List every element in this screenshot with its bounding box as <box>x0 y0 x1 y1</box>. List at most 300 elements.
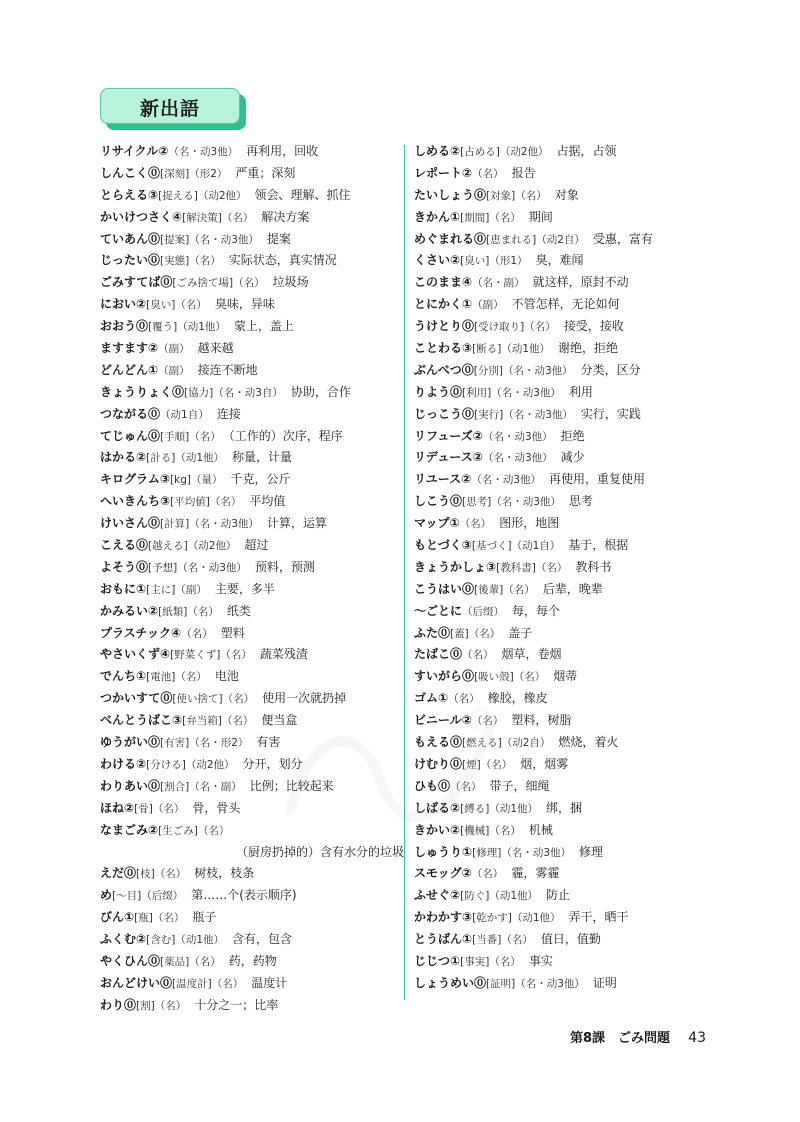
vocab-grammar: [枝]（名） <box>136 868 187 881</box>
vocab-grammar: [kg]（量） <box>170 474 223 487</box>
vocab-word: ゴム① <box>414 691 449 706</box>
vocab-word: ごみすてば⓪ <box>100 275 173 290</box>
vocab-entry <box>414 250 714 272</box>
vocab-grammar: [修理]（名・动3他） <box>472 846 572 859</box>
vocab-grammar: [紙類]（名） <box>158 605 219 618</box>
vocab-meaning: 解决方案 <box>261 209 310 224</box>
vocab-word: リデュース② <box>414 450 483 465</box>
vocab-grammar: [蓋]（名） <box>450 627 501 640</box>
vocab-grammar: [証明]（名・动3他） <box>486 977 585 990</box>
vocab-word: ゆうがい⓪ <box>100 735 161 750</box>
vocab-word: ひも⓪ <box>414 778 451 793</box>
vocab-word: くさい② <box>414 253 461 268</box>
vocab-grammar: （名・动3他） <box>482 430 553 443</box>
vocab-entry <box>414 623 714 645</box>
vocab-entry <box>100 929 400 951</box>
vocab-grammar: （名） <box>471 715 504 728</box>
vocab-meaning: 称量，计量 <box>232 450 293 465</box>
vocab-meaning: 不管怎样，无论如何 <box>511 297 620 312</box>
vocab-grammar: （名） <box>462 649 494 662</box>
vocab-grammar: （副） <box>158 364 190 377</box>
vocab-word: たばこ⓪ <box>414 647 463 662</box>
vocab-meaning: 便当盒 <box>261 713 298 728</box>
vocab-meaning: 比例；比较起来 <box>249 778 334 793</box>
vocab-meaning: 受惠，富有 <box>592 231 653 246</box>
vocab-meaning: 连接 <box>216 406 241 421</box>
vocab-entry <box>100 513 400 535</box>
vocab-grammar: [臭い]（形1） <box>460 255 528 268</box>
vocab-entry <box>100 557 400 579</box>
vocab-entry <box>414 404 714 426</box>
vocab-grammar: [思考]（名・动3他） <box>462 496 561 509</box>
vocab-grammar: （名・动3他） <box>471 474 542 487</box>
vocab-word: わける② <box>100 756 147 771</box>
vocab-word: ビニール② <box>414 713 472 728</box>
vocab-meaning: 证明 <box>592 975 617 990</box>
vocab-entry <box>100 973 400 995</box>
vocab-word: こえる⓪ <box>100 538 149 553</box>
vocab-meaning: 预料，预测 <box>254 559 315 574</box>
vocab-meaning: 第……个(表示顺序) <box>191 888 297 903</box>
vocab-entry <box>414 951 714 973</box>
vocab-entry <box>414 513 714 535</box>
vocab-entry <box>100 842 405 864</box>
vocab-entry <box>414 535 714 557</box>
vocab-meaning: 橡胶，橡皮 <box>487 691 548 706</box>
vocab-grammar: [乾かす]（动1他） <box>472 912 561 925</box>
vocab-grammar: [弁当箱]（名） <box>182 715 254 728</box>
vocab-grammar: [防ぐ]（动1他） <box>460 890 539 903</box>
vocab-grammar: [縛る]（动1他） <box>460 802 539 815</box>
vocab-meaning: 臭，难闻 <box>535 253 584 268</box>
vocab-word: キログラム③ <box>100 472 171 487</box>
page-footer <box>570 1027 706 1046</box>
vocab-grammar: [占める]（动2他） <box>460 146 549 158</box>
vocab-word: おんどけい⓪ <box>100 975 173 990</box>
vocab-entry <box>414 907 714 929</box>
vocab-word: リフューズ② <box>414 428 483 443</box>
vocab-entry <box>100 995 400 1017</box>
vocab-meaning: 实行，实践 <box>580 406 641 421</box>
vocab-meaning: 领会、理解、抓住 <box>254 187 351 202</box>
vocab-grammar: [臭い]（名） <box>146 299 207 312</box>
vocab-meaning: 基于，根据 <box>568 538 629 553</box>
vocab-meaning: 图形，地图 <box>499 516 560 531</box>
vocab-grammar: [教科書]（名） <box>496 561 568 574</box>
vocab-meaning: 教科书 <box>575 559 612 574</box>
vocab-meaning: 骨，骨头 <box>192 800 241 815</box>
vocab-grammar: [使い捨て]（名） <box>172 693 255 706</box>
vocab-word: じっこう⓪ <box>414 406 475 421</box>
vocab-word: おもに① <box>100 581 147 596</box>
vocab-meaning: 弄干，晒干 <box>568 910 629 925</box>
vocab-grammar: [恵まれる]（动2自） <box>486 233 585 246</box>
vocab-word: てじゅん⓪ <box>100 428 161 443</box>
vocab-word: めぐまれる⓪ <box>414 231 487 246</box>
vocab-entry <box>100 601 400 623</box>
vocab-grammar: （名） <box>448 693 480 706</box>
vocab-entry <box>100 907 400 929</box>
vocab-grammar: [ごみ捨て場]（名） <box>172 277 265 290</box>
vocab-word: なまごみ② <box>100 822 159 837</box>
vocab-column-left <box>100 141 405 1017</box>
vocab-grammar: [割合]（名・副） <box>160 780 242 793</box>
vocab-entry <box>414 229 714 251</box>
vocab-grammar: [越える]（动2他） <box>148 540 237 553</box>
vocab-entry <box>414 382 714 404</box>
vocab-meaning: 严重；深刻 <box>235 165 296 180</box>
vocab-entry <box>414 447 714 469</box>
vocab-grammar: （名・动3他） <box>168 146 239 158</box>
vocab-grammar: [事実]（名） <box>460 955 521 968</box>
vocab-column-right <box>414 141 714 995</box>
vocab-meaning: 每，每个 <box>512 603 561 618</box>
vocab-grammar: （名） <box>459 518 492 531</box>
vocab-meaning: 树枝，枝条 <box>194 866 255 881</box>
vocab-meaning: 含有，包含 <box>232 932 293 947</box>
vocab-entry <box>414 973 714 995</box>
vocab-word: じったい⓪ <box>100 253 161 268</box>
vocab-grammar: [深刻]（形2） <box>160 167 228 180</box>
vocab-word: マップ① <box>414 516 460 531</box>
vocab-meaning: 蒙上，盖上 <box>233 319 294 334</box>
vocab-word: こうはい⓪ <box>414 581 475 596</box>
vocab-grammar: [野菜くず]（名） <box>170 649 252 662</box>
vocab-entry <box>414 601 714 623</box>
vocab-word: プラスチック④ <box>100 625 182 640</box>
vocab-meaning: 修理 <box>579 844 604 859</box>
vocab-entry <box>100 185 400 207</box>
vocab-grammar: （名） <box>472 167 504 180</box>
vocab-entry <box>100 294 400 316</box>
vocab-grammar: [受け取り]（名） <box>474 321 556 334</box>
vocab-meaning: 提案 <box>266 231 291 246</box>
vocab-meaning: 实际状态，真实情况 <box>228 253 337 268</box>
vocab-word: ふた⓪ <box>414 625 451 640</box>
vocab-entry <box>414 491 714 513</box>
vocab-entry <box>100 207 400 229</box>
vocab-grammar: [含む]（动1他） <box>146 934 225 947</box>
vocab-entry <box>414 929 714 951</box>
vocab-entry <box>414 863 714 885</box>
vocab-word: どんどん① <box>100 362 159 377</box>
vocab-grammar: [手順]（名） <box>160 430 221 443</box>
vocab-grammar: （名） <box>450 780 482 793</box>
vocab-entry <box>414 294 714 316</box>
vocab-meaning: 使用一次就扔掉 <box>262 691 347 706</box>
vocab-word: しめる② <box>414 144 461 158</box>
vocab-word: レポート② <box>414 165 473 180</box>
vocab-entry <box>414 469 714 491</box>
vocab-meaning: 报告 <box>511 165 536 180</box>
vocab-entry <box>100 469 400 491</box>
vocab-entry <box>414 579 714 601</box>
vocab-word: わり⓪ <box>100 997 137 1012</box>
vocab-grammar: [対象]（名） <box>486 189 547 202</box>
vocab-entry <box>414 644 714 666</box>
vocab-meaning: 盖子 <box>508 625 533 640</box>
vocab-meaning: 减少 <box>560 450 585 465</box>
vocab-meaning: 塑料 <box>220 625 245 640</box>
vocab-meaning: 主要，多半 <box>214 581 275 596</box>
vocab-meaning: 分类，区分 <box>580 362 641 377</box>
vocab-word: やさいくず④ <box>100 647 171 662</box>
vocab-meaning: 拒绝 <box>560 428 585 443</box>
vocab-grammar: [期間]（名） <box>460 211 521 224</box>
vocab-word: ますます② <box>100 341 159 356</box>
vocab-word: すいがら⓪ <box>414 669 475 684</box>
vocab-entry <box>100 863 400 885</box>
vocab-meaning: 再利用，回收 <box>246 144 319 158</box>
vocab-entry <box>414 842 714 864</box>
vocab-word: やくひん⓪ <box>100 953 161 968</box>
vocab-word: もとづく③ <box>414 538 472 553</box>
vocab-meaning: 电池 <box>214 669 239 684</box>
vocab-word: でんち① <box>100 669 147 684</box>
vocab-grammar: （副） <box>472 299 504 312</box>
vocab-entry <box>414 316 714 338</box>
vocab-meaning: 纸类 <box>226 603 251 618</box>
vocab-word: とにかく① <box>414 297 473 312</box>
vocab-meaning: 值日，值勤 <box>540 932 601 947</box>
vocab-word: わりあい⓪ <box>100 778 161 793</box>
vocab-grammar: [基づく]（动1自） <box>471 540 561 553</box>
vocab-meaning: 计算，运算 <box>266 516 327 531</box>
vocab-grammar: [後輩]（名） <box>474 583 535 596</box>
vocab-entry <box>100 666 400 688</box>
vocab-grammar: [主に]（副） <box>146 583 207 596</box>
vocab-word: きょうかしょ③ <box>414 559 497 574</box>
vocab-meaning: 超过 <box>244 538 269 553</box>
vocab-meaning: 占据，占领 <box>556 144 617 158</box>
vocab-entry <box>100 163 400 185</box>
vocab-meaning: 垃圾场 <box>272 275 309 290</box>
vocab-word: め <box>100 888 113 903</box>
vocab-grammar: （后缀） <box>462 605 505 618</box>
vocab-entry <box>414 557 714 579</box>
vocab-word: とらえる③ <box>100 187 159 202</box>
vocab-word: じじつ① <box>414 953 461 968</box>
vocab-word: ふくむ② <box>100 932 147 947</box>
section-title-box <box>100 88 240 124</box>
vocab-word: つながる⓪ <box>100 406 161 421</box>
vocab-grammar: [燃える]（动2自） <box>462 737 551 750</box>
vocab-grammar: [分ける]（动2他） <box>146 758 235 771</box>
vocab-word: きょうりょく⓪ <box>100 384 185 399</box>
vocab-grammar: （名） <box>471 868 504 881</box>
vocab-meaning: 有害 <box>256 735 281 750</box>
vocab-grammar: [温度計]（名） <box>172 977 244 990</box>
vocab-word: しこう⓪ <box>414 494 463 509</box>
vocab-grammar: [割]（名） <box>136 999 187 1012</box>
vocab-word: しょうめい⓪ <box>414 975 487 990</box>
vocab-meaning: 就这样，原封不动 <box>532 275 629 290</box>
vocab-grammar: （名） <box>181 627 213 640</box>
vocab-word: ていあん⓪ <box>100 231 161 246</box>
vocab-grammar: （动1自） <box>160 408 209 421</box>
vocab-word: はかる② <box>100 450 147 465</box>
vocab-word: ふせぐ② <box>414 888 461 903</box>
vocab-meaning: 机械 <box>528 822 553 837</box>
vocab-entry <box>414 360 714 382</box>
vocab-entry <box>100 360 400 382</box>
vocab-meaning: 接连不断地 <box>197 362 258 377</box>
vocab-meaning: 蔬菜残渣 <box>259 647 308 662</box>
vocab-grammar: [生ごみ]（名） <box>158 824 230 837</box>
vocab-grammar: [有害]（名・形2） <box>160 737 249 750</box>
vocab-grammar: [平均値]（名） <box>170 496 242 509</box>
chapter-title: 第8課 ごみ問題 <box>569 1031 671 1046</box>
vocab-meaning: 药，药物 <box>228 953 277 968</box>
vocab-grammar: [電池]（名） <box>146 671 207 684</box>
vocab-word: とうばん① <box>414 932 473 947</box>
vocab-entry <box>100 644 400 666</box>
vocab-word: きかん① <box>414 209 461 224</box>
vocab-entry <box>100 623 400 645</box>
vocab-word: へいきんち③ <box>100 494 171 509</box>
vocab-meaning: 温度计 <box>251 975 288 990</box>
vocab-meaning: 烟蒂 <box>553 669 578 684</box>
vocab-entry <box>414 185 714 207</box>
vocab-meaning: 防止 <box>546 888 571 903</box>
vocab-entry <box>100 272 400 294</box>
vocab-grammar: [予想]（名・动3他） <box>148 561 247 574</box>
vocab-meaning: （工作的）次序，程序 <box>228 428 343 443</box>
vocab-entry <box>414 338 714 360</box>
vocab-entry <box>100 426 400 448</box>
vocab-entry <box>414 163 714 185</box>
vocab-meaning: 利用 <box>568 384 593 399</box>
vocab-grammar: （副） <box>158 343 190 356</box>
vocab-word: かわかす③ <box>414 910 473 925</box>
vocab-grammar: [捉える]（动2他） <box>158 189 247 202</box>
vocab-grammar: [覆う]（动1他） <box>148 321 226 334</box>
vocab-grammar: [提案]（名・动3他） <box>160 233 259 246</box>
vocab-meaning: 协助，合作 <box>290 384 351 399</box>
vocab-grammar: [薬品]（名） <box>160 955 221 968</box>
vocab-grammar: [骨]（名） <box>134 802 185 815</box>
vocab-grammar: [解決策]（名） <box>182 211 254 224</box>
section-title: 新出語 <box>139 98 200 120</box>
vocab-word: よそう⓪ <box>100 559 149 574</box>
vocab-word: しゅうり① <box>414 844 473 859</box>
vocab-grammar: （名・副） <box>472 277 525 290</box>
vocab-meaning: 霾，雾霾 <box>511 866 560 881</box>
vocab-word: リサイクル② <box>100 144 169 158</box>
vocab-entry <box>100 316 400 338</box>
vocab-entry <box>100 491 400 513</box>
vocab-entry <box>414 272 714 294</box>
vocab-grammar: [協力]（名・动3自） <box>184 386 283 399</box>
vocab-word: ことわる③ <box>414 341 473 356</box>
vocab-grammar: [煙]（名） <box>462 758 513 771</box>
vocab-meaning: 千克，公斤 <box>230 472 291 487</box>
vocab-word: スモッグ② <box>414 866 472 881</box>
vocab-word: かいけつさく④ <box>100 209 183 224</box>
vocab-meaning: 后辈，晚辈 <box>542 581 603 596</box>
vocab-meaning: 平均值 <box>249 494 286 509</box>
vocab-word: しばる② <box>414 800 461 815</box>
vocab-meaning: （厨房扔掉的）含有水分的垃圾 <box>236 844 405 859</box>
vocab-word: リユース② <box>414 472 472 487</box>
vocab-word: けむり⓪ <box>414 756 463 771</box>
vocab-entry <box>100 579 400 601</box>
vocab-meaning: 臭味，异味 <box>214 297 275 312</box>
vocab-grammar: [計算]（名・动3他） <box>160 518 259 531</box>
vocab-word: つかいすて⓪ <box>100 691 173 706</box>
vocab-entry <box>414 426 714 448</box>
vocab-word: えだ⓪ <box>100 866 137 881</box>
vocab-entry <box>100 447 400 469</box>
vocab-word: たいしょう⓪ <box>414 187 487 202</box>
vocab-word: もえる⓪ <box>414 735 463 750</box>
vocab-entry <box>100 338 400 360</box>
vocab-entry <box>100 250 400 272</box>
vocab-word: おおう⓪ <box>100 319 149 334</box>
vocab-word: きかい② <box>414 822 461 837</box>
vocab-meaning: 谢绝，拒绝 <box>558 341 619 356</box>
watermark-logo <box>270 690 513 840</box>
vocab-meaning: 烟，烟雾 <box>520 756 569 771</box>
vocab-grammar: [～目]（后缀） <box>112 890 184 903</box>
vocab-entry <box>100 141 400 163</box>
vocab-word: このまま④ <box>414 275 473 290</box>
vocab-word: けいさん⓪ <box>100 516 161 531</box>
vocab-entry <box>414 141 714 163</box>
vocab-meaning: 烟草，卷烟 <box>501 647 562 662</box>
vocab-grammar: [吸い殻]（名） <box>474 671 546 684</box>
vocab-meaning: 十分之一；比率 <box>194 997 279 1012</box>
vocab-entry <box>100 404 400 426</box>
vocab-grammar: [断る]（动1他） <box>472 343 551 356</box>
vocab-meaning: 事实 <box>528 953 553 968</box>
vocab-meaning: 对象 <box>554 187 579 202</box>
vocab-entry <box>414 666 714 688</box>
vocab-grammar: （名・动3他） <box>482 452 553 465</box>
vocab-meaning: 塑料，树脂 <box>511 713 572 728</box>
vocab-meaning: 思考 <box>568 494 593 509</box>
vocab-meaning: 燃烧，着火 <box>558 735 619 750</box>
column-divider <box>404 145 405 1000</box>
vocab-grammar: [当番]（名） <box>472 934 533 947</box>
vocab-meaning: 瓶子 <box>192 910 217 925</box>
vocab-meaning: 接受，接收 <box>563 319 624 334</box>
vocab-meaning: 期间 <box>528 209 553 224</box>
vocab-meaning: 带子，细绳 <box>489 778 550 793</box>
vocab-grammar: [利用]（名・动3他） <box>462 386 561 399</box>
vocab-word: ～ごとに <box>414 603 463 618</box>
vocab-entry <box>414 207 714 229</box>
vocab-grammar: [瓶]（名） <box>134 912 185 925</box>
vocab-word: ぶんべつ⓪ <box>414 362 474 377</box>
page-number: 43 <box>688 1030 706 1046</box>
vocab-word: ほね② <box>100 800 135 815</box>
vocab-word: びん① <box>100 910 135 925</box>
vocab-word: りよう⓪ <box>414 384 463 399</box>
vocab-word: かみるい② <box>100 603 159 618</box>
vocab-entry <box>100 229 400 251</box>
vocab-entry <box>414 885 714 907</box>
vocab-word: しんこく⓪ <box>100 165 161 180</box>
vocab-entry <box>100 951 400 973</box>
vocab-meaning: 分开，划分 <box>242 756 303 771</box>
vocab-entry <box>100 535 400 557</box>
vocab-entry <box>100 885 400 907</box>
vocab-meaning: 再使用，重复使用 <box>549 472 646 487</box>
vocab-grammar: [計る]（动1他） <box>146 452 225 465</box>
vocab-grammar: [実態]（名） <box>160 255 221 268</box>
vocab-word: うけとり⓪ <box>414 319 475 334</box>
